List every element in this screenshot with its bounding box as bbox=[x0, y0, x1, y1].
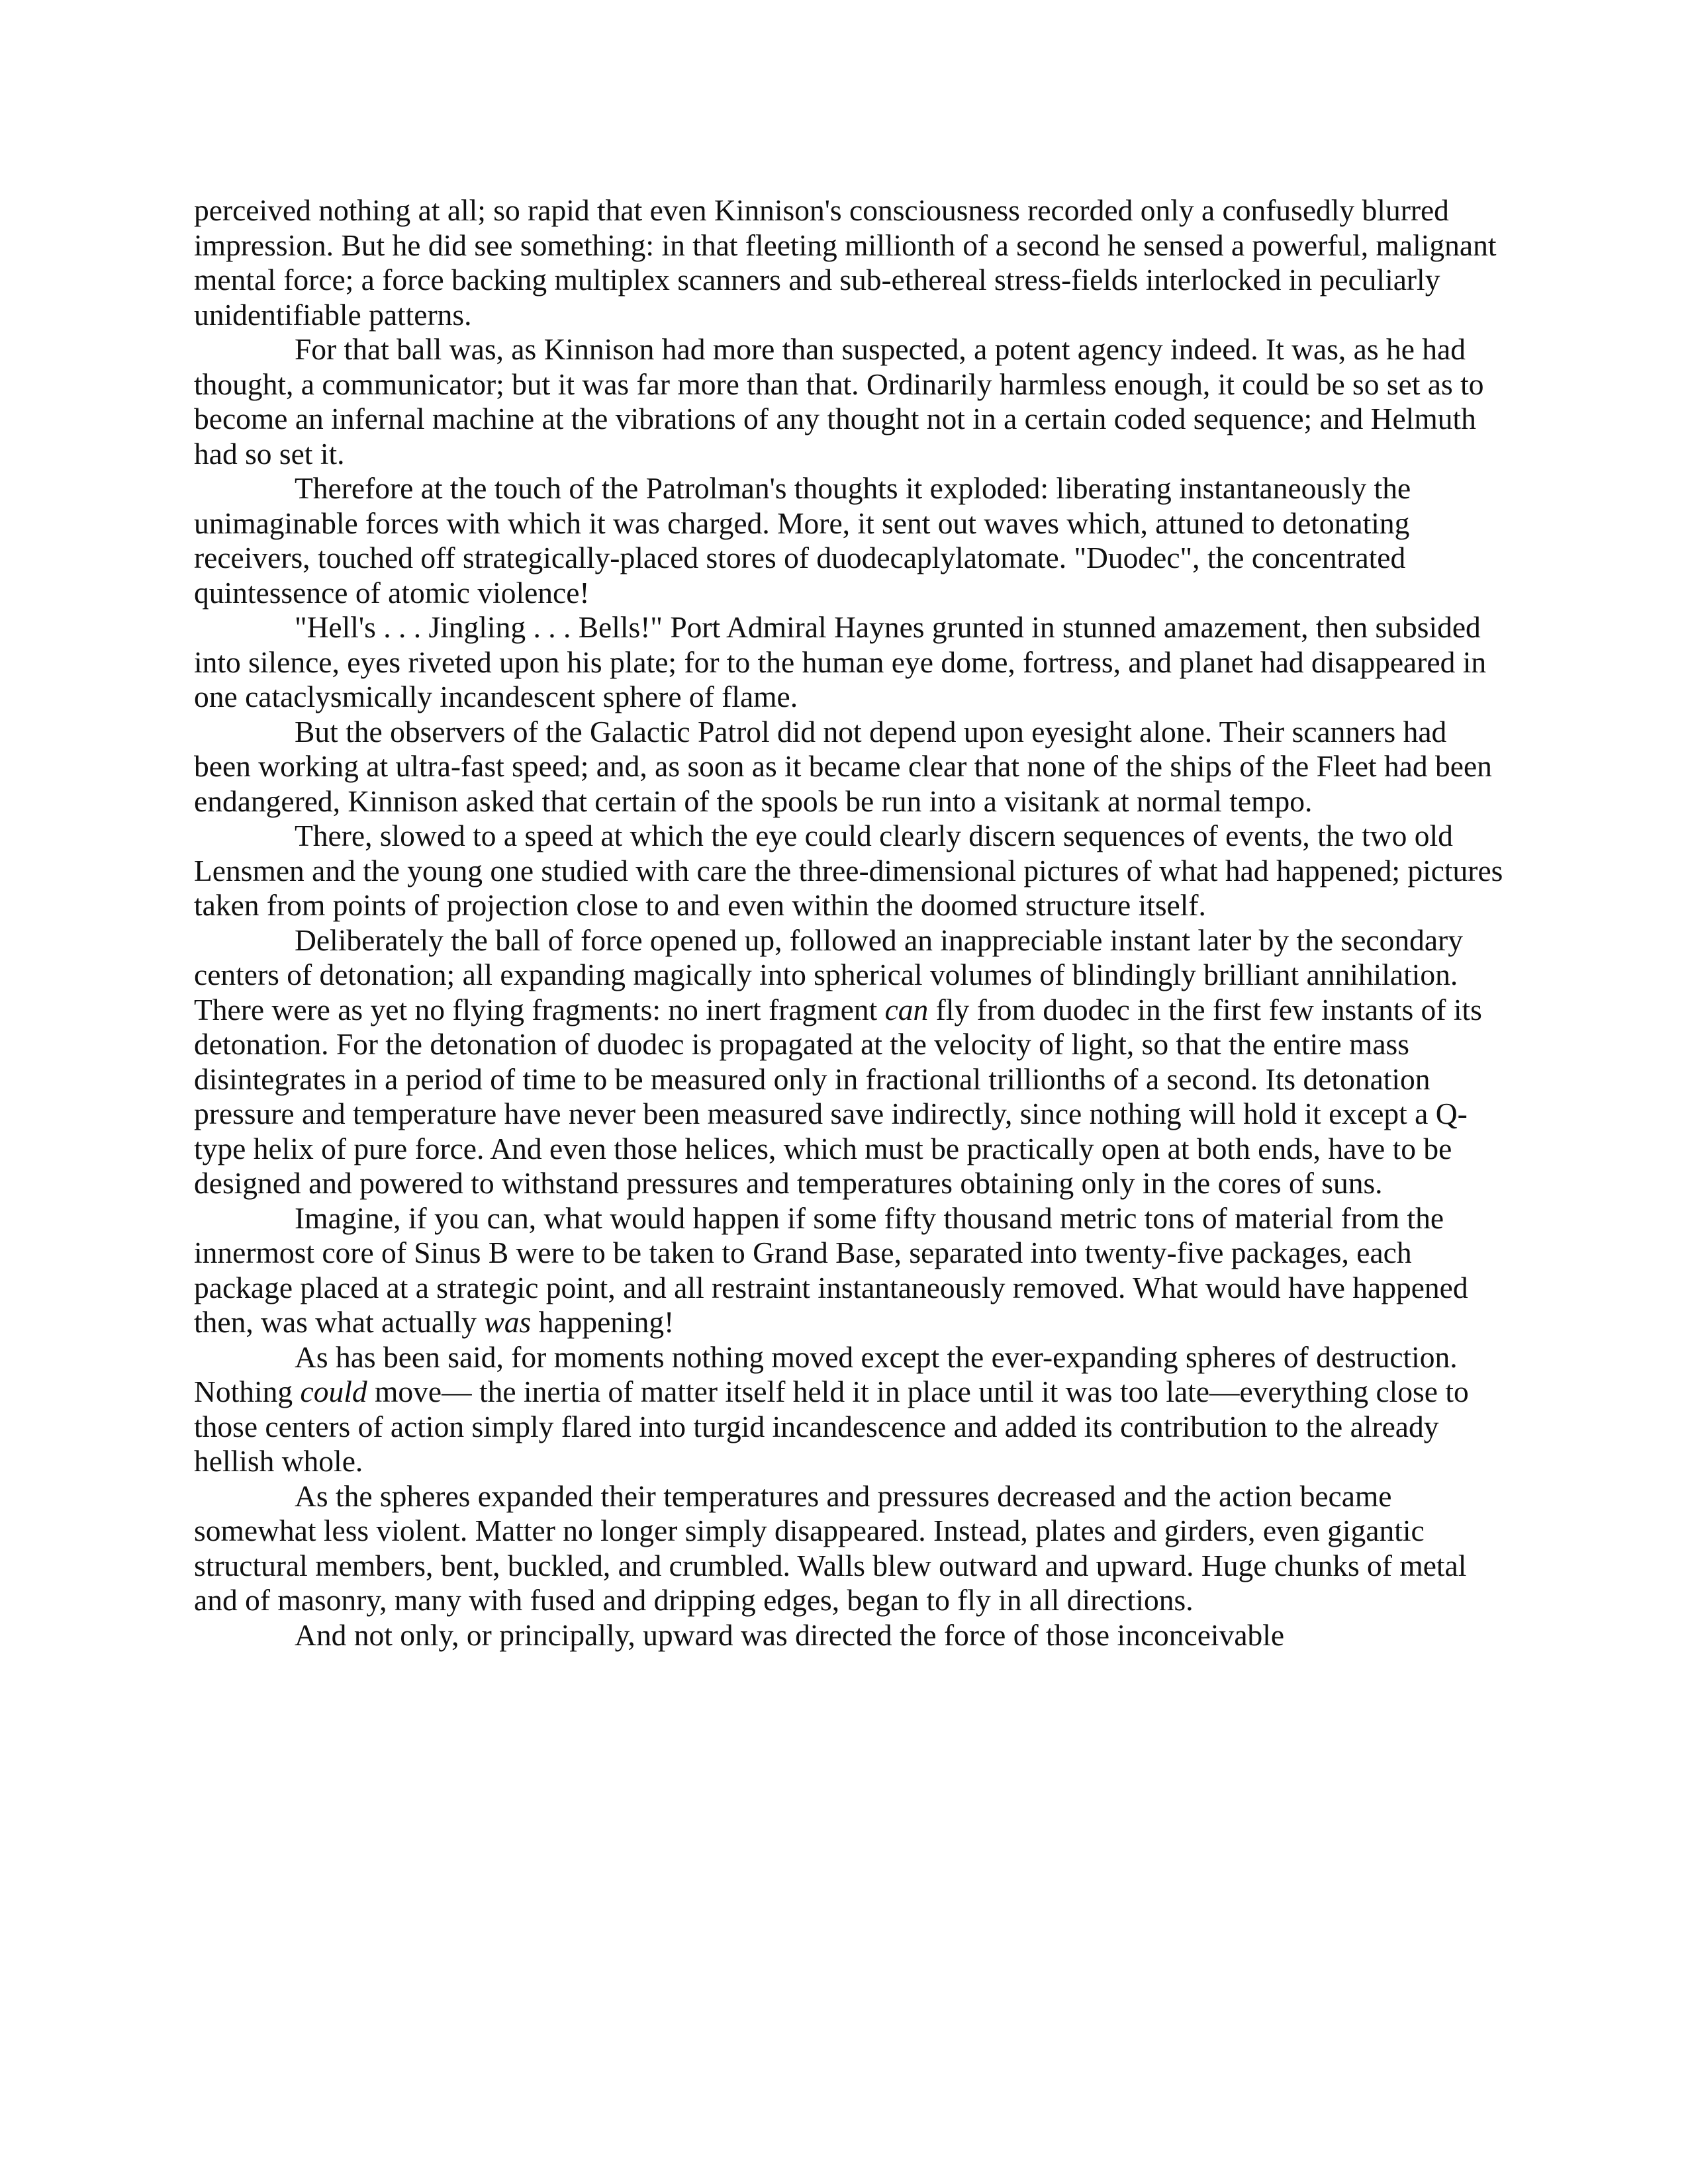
paragraph-text: perceived nothing at all; so rapid that even Kinnison's consciousness recorded only a confusedly blurred impression. But he did see something: in that fleeting millionth of a second he sensed a powerful, malignant mental force; a force backing multiplex scanners and sub-ethereal stress-fields interlocked in peculiarly unidentifiable patterns. bbox=[194, 193, 1497, 332]
paragraph-text: As the spheres expanded their temperatures and pressures decreased and the action became somewhat less violent. Matter no longer simply disappeared. Instead, plates and girders, even gigantic structural members, bent, buckled, and crumbled. Walls blew outward and upward. Huge chunks of metal and of masonry, many with fused and dripping edges, began to fly in all directions. bbox=[194, 1479, 1467, 1617]
paragraph-text: Imagine, if you can, what would happen if some fifty thousand metric tons of material from the innermost core of Sinus B were to be taken to Grand Base, separated into twenty-five packages, each package placed at a strategic point, and all restraint instantaneously removed. What would have happened then, was what actually bbox=[194, 1201, 1468, 1339]
paragraph-5 bbox=[194, 715, 1505, 819]
paragraph-text: Deliberately the ball of force opened up, followed an inappreciable instant later by the secondary centers of detonation; all expanding magically into spherical volumes of blindingly brilliant annihilation. There were as yet no flying fragments: no inert fragment bbox=[194, 923, 1463, 1026]
body-text bbox=[194, 193, 1505, 1653]
paragraph-9 bbox=[194, 1340, 1505, 1479]
paragraph-text: Therefore at the touch of the Patrolman's thoughts it exploded: liberating instantaneously the unimaginable forces with which it was charged. More, it sent out waves which, attuned to detonating receivers, touched off strategically-placed stores of duodecaplylatomate. "Duodec", the concentrated quintessence of atomic violence! bbox=[194, 471, 1411, 610]
paragraph-2 bbox=[194, 332, 1505, 471]
paragraph-11 bbox=[194, 1618, 1505, 1653]
paragraph-text: For that ball was, as Kinnison had more than suspected, a potent agency indeed. It was, as he had thought, a communicator; but it was far more than that. Ordinarily harmless enough, it could be so set as to become an infernal machine at the vibrations of any thought not in a certain coded sequence; and Helmuth had so set it. bbox=[194, 332, 1484, 471]
paragraph-7 bbox=[194, 923, 1505, 1201]
paragraph-text: But the observers of the Galactic Patrol did not depend upon eyesight alone. Their scanners had been working at ultra-fast speed; and, as soon as it became clear that none of the ships of the Fleet had been endangered, Kinnison asked that certain of the spools be run into a visitank at normal tempo. bbox=[194, 714, 1492, 818]
paragraph-10 bbox=[194, 1479, 1505, 1618]
italic-emphasis: was bbox=[484, 1305, 532, 1339]
paragraph-8 bbox=[194, 1201, 1505, 1340]
paragraph-text: "Hell's . . . Jingling . . . Bells!" Port Admiral Haynes grunted in stunned amazement, then subsided into silence, eyes riveted upon his plate; for to the human eye dome, fortress, and planet had disappeared in one cataclysmically incandescent sphere of flame. bbox=[194, 610, 1487, 713]
italic-emphasis: could bbox=[300, 1375, 367, 1408]
paragraph-6 bbox=[194, 819, 1505, 923]
paragraph-text: happening! bbox=[531, 1305, 675, 1339]
paragraph-text: move— the inertia of matter itself held it in place until it was too late—everything close to those centers of action simply flared into turgid incandescence and added its contribution to the already hellish whole. bbox=[194, 1375, 1469, 1478]
paragraph-text: fly from duodec in the first few instants of its detonation. For the detonation of duodec is propagated at the velocity of light, so that the entire mass disintegrates in a period of time to be measured only in fractional trillionths of a second. Its detonation pressure and temperature have never been measured save indirectly, since nothing will hold it except a Q-type helix of pure force. And even those helices, which must be practically open at both ends, have to be designed and powered to withstand pressures and temperatures obtaining only in the cores of suns. bbox=[194, 992, 1482, 1200]
italic-emphasis: can bbox=[884, 992, 929, 1026]
paragraph-text: As has been said, for moments nothing moved except the ever-expanding spheres of destruction. Nothing bbox=[194, 1340, 1458, 1408]
paragraph-text: And not only, or principally, upward was directed the force of those inconceivable bbox=[295, 1617, 1285, 1652]
paragraph-1 bbox=[194, 193, 1505, 332]
paragraph-text: There, slowed to a speed at which the eye could clearly discern sequences of events, the two old Lensmen and the young one studied with care the three-dimensional pictures of what had happened; pictures taken from points of projection close to and even within the doomed structure itself. bbox=[194, 819, 1503, 922]
paragraph-3 bbox=[194, 471, 1505, 610]
paragraph-4 bbox=[194, 610, 1505, 715]
